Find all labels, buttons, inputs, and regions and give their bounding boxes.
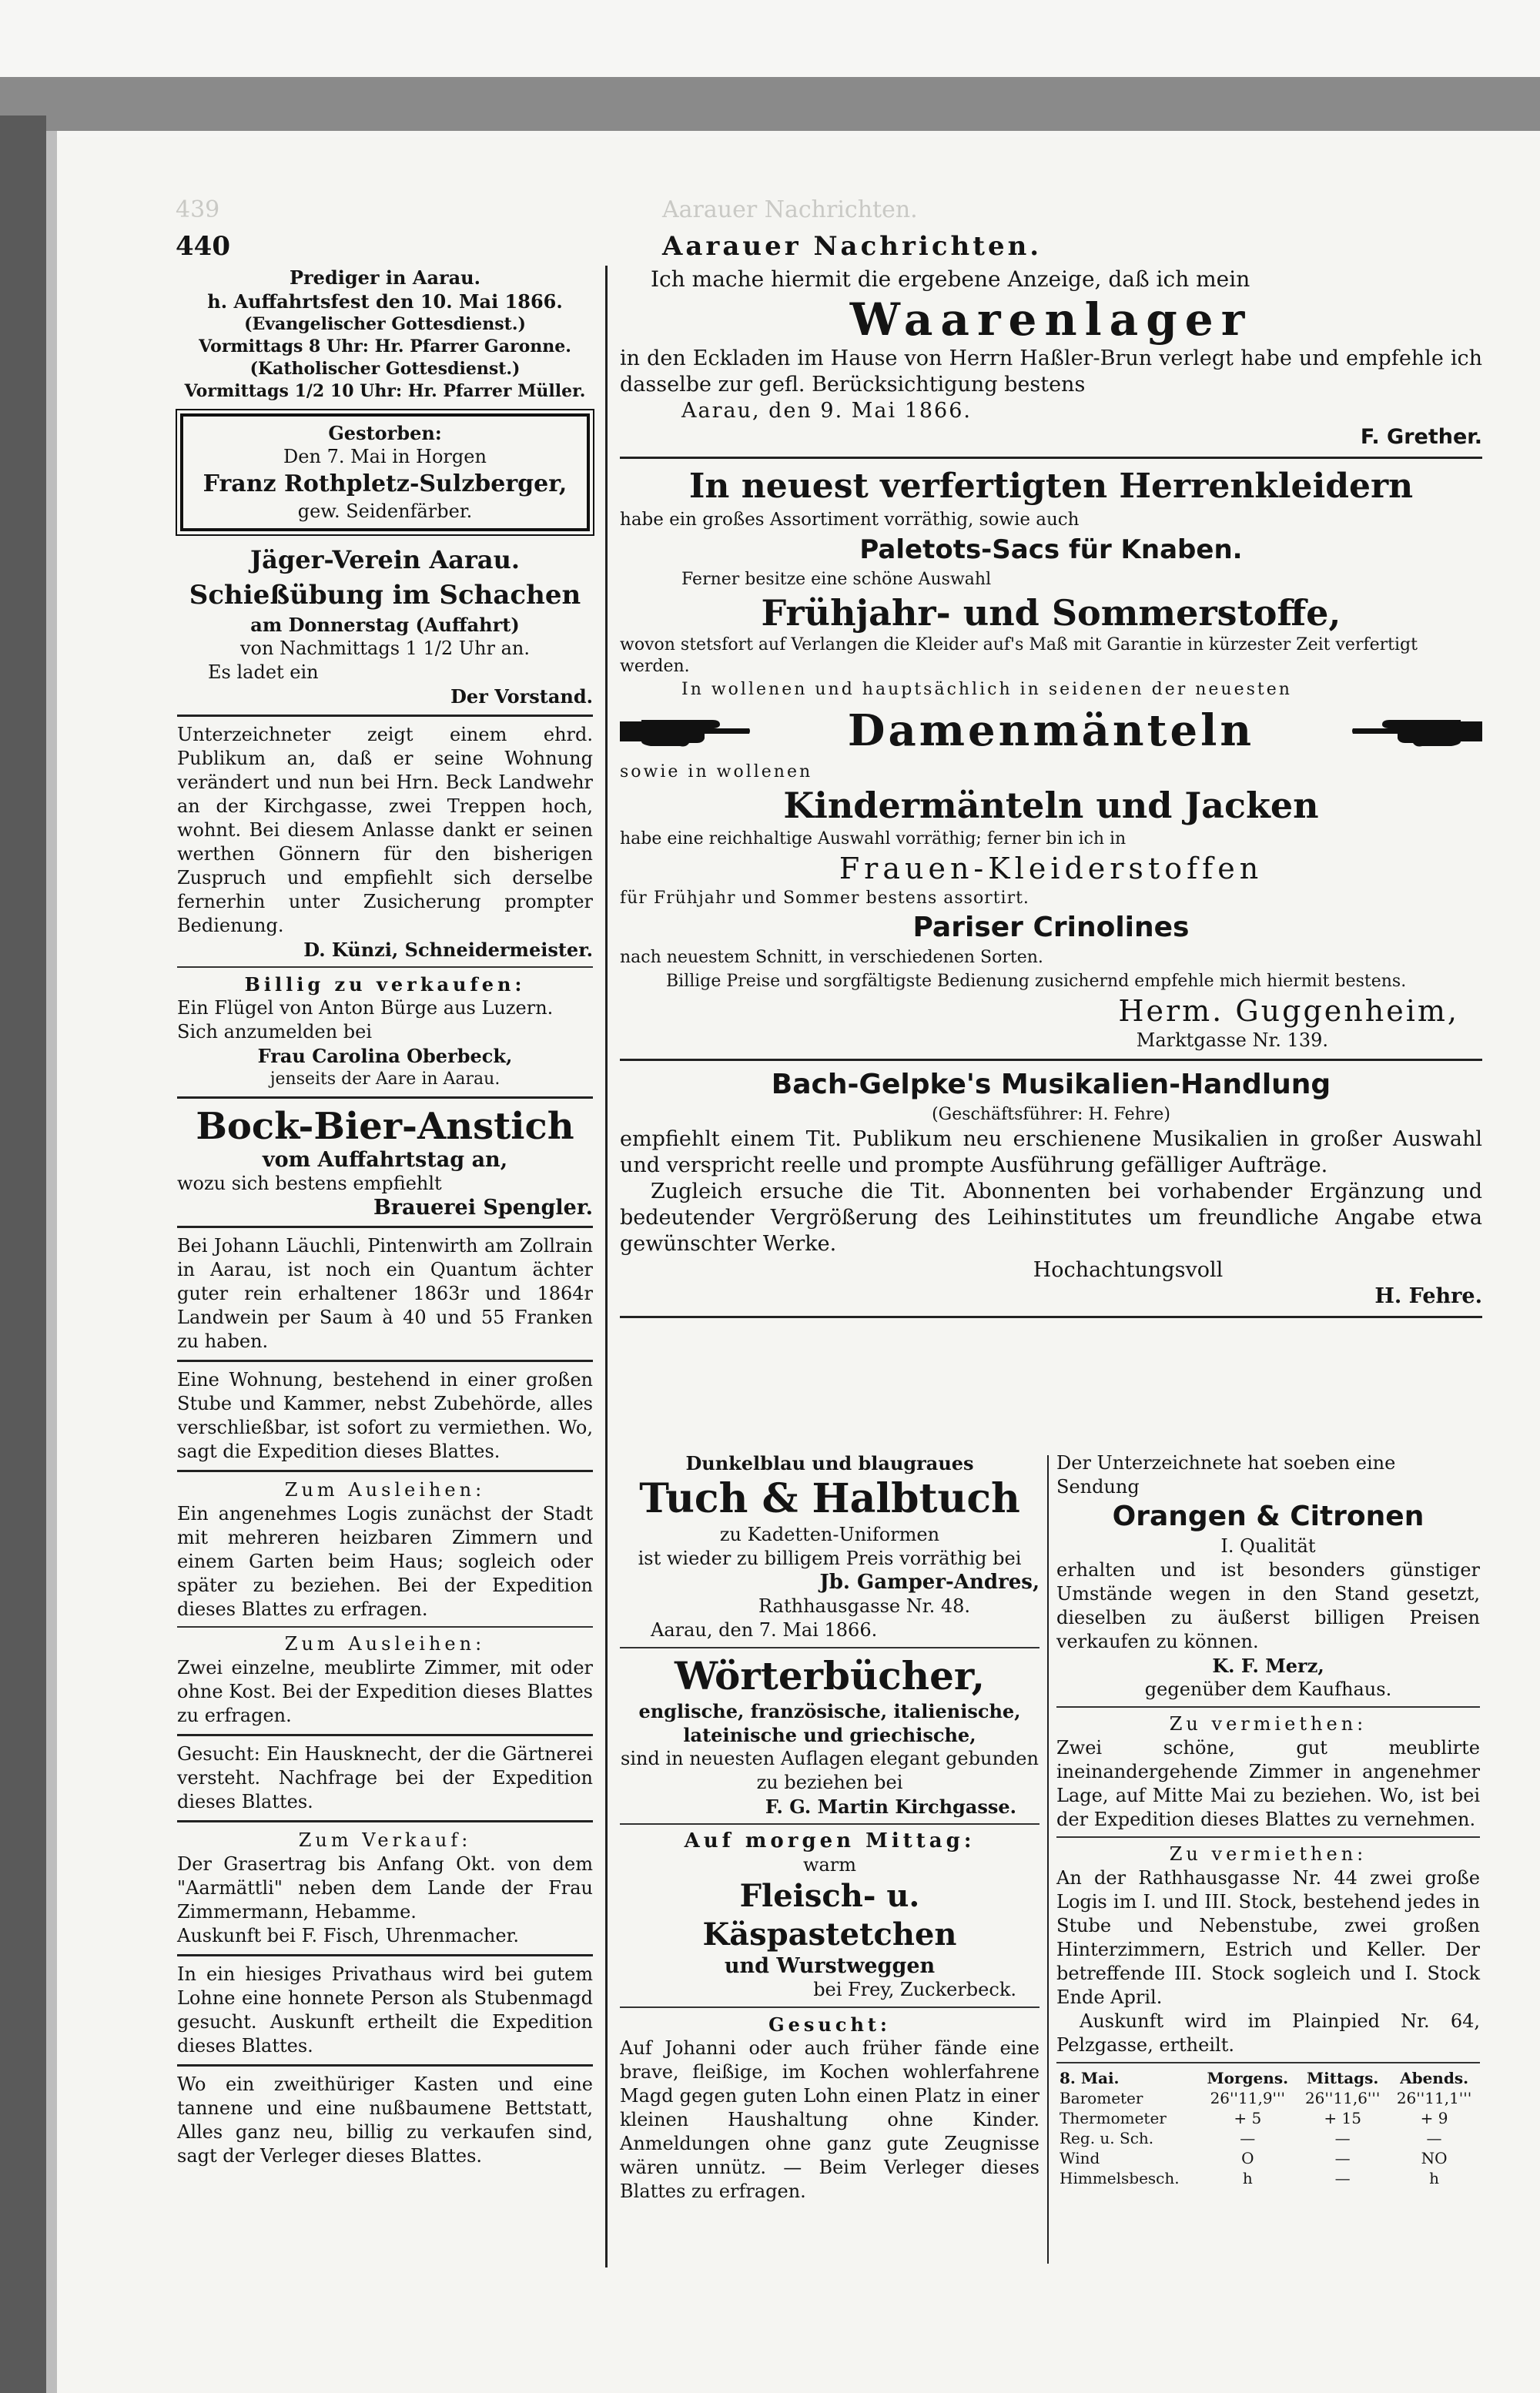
ad-title: Jäger-Verein Aarau. — [249, 545, 520, 574]
ad-line: wovon stetsfort auf Verlangen die Kleider auf's Maß mit Garantie in kürzester Zeit verfertigt werden. — [620, 635, 1418, 676]
page-fold-shadow — [46, 131, 57, 2393]
separator — [177, 1360, 593, 1362]
ad-headline: Fleisch- u. Käspastetchen — [702, 1878, 957, 1953]
ad-date: Aarau, den 7. Mai 1866. — [651, 1619, 878, 1641]
separator — [177, 1954, 593, 1956]
weather-header: Mittags. — [1306, 2069, 1379, 2087]
ad-text: An der Rathhausgasse Nr. 44 zwei große Logis im I. und III. Stock, bestehend jedes in Stube und Nebenstube, zwei großen Hinterzimmern, Estrich und Keller. Der betreffende III. Stock sogleich und I. Stock Ende April. — [1056, 1867, 1480, 2008]
ad-line: Ich mache hiermit die ergebene Anzeige, daß ich mein — [651, 266, 1250, 292]
weather-header: Morgens. — [1207, 2069, 1289, 2087]
jaeger-verein-ad — [177, 542, 593, 708]
weather-cell: — — [1240, 2129, 1256, 2147]
ad-signature: Jb. Gamper-Andres, — [819, 1571, 1040, 1594]
ad-line: Es ladet ein — [208, 661, 319, 683]
ad-line: am Donnerstag (Auffahrt) — [250, 614, 520, 636]
fluegel-ad — [177, 972, 593, 1090]
column-divider — [1047, 1455, 1049, 2264]
ad-signature: F. Grether. — [1360, 425, 1482, 449]
weather-cell: h — [1242, 2169, 1253, 2187]
weather-row — [1056, 2088, 1480, 2108]
logis-ad — [177, 1478, 593, 1622]
ad-title: Zu vermiethen: — [1169, 1713, 1368, 1735]
separator — [1056, 1836, 1480, 1838]
ad-line: vom Auffahrtstag an, — [262, 1148, 508, 1172]
ad-text: Ein Flügel von Anton Bürge aus Luzern. Sich anzumelden bei — [177, 997, 554, 1043]
weather-label: Himmelsbesch. — [1060, 2169, 1180, 2187]
ad-line: ist wieder zu billigem Preis vorräthig bei — [638, 1548, 1022, 1569]
wohnung-ad — [177, 1368, 593, 1464]
hausknecht-ad — [177, 1742, 593, 1814]
vermiethen-ad-1 — [1056, 1712, 1480, 1832]
ad-line: sind in neuesten Auflagen elegant gebunden zu beziehen bei — [621, 1748, 1039, 1793]
ad-title: Zum Ausleihen: — [284, 1633, 486, 1655]
separator — [620, 2006, 1040, 2008]
ad-signature: H. Fehre. — [1374, 1284, 1482, 1308]
weather-cell: + 5 — [1234, 2109, 1262, 2127]
stubenmagd-ad — [177, 1963, 593, 2058]
separator — [177, 1096, 593, 1099]
ad-signature: Brauerei Spengler. — [373, 1196, 593, 1220]
magd-ad — [620, 2013, 1040, 2204]
weather-cell: + 15 — [1324, 2109, 1361, 2127]
death-name: Franz Rothpletz-Sulzberger, — [203, 470, 567, 497]
weather-row — [1056, 2148, 1480, 2168]
bleed-through-text: Aarauer Nachrichten. — [662, 196, 918, 223]
weather-cell: — — [1334, 2129, 1351, 2147]
bach-gelpke-ad — [620, 1067, 1482, 1310]
ad-text: Gesucht: Ein Hausknecht, der die Gärtnerei versteht. Nachfrage bei der Expedition dieses Blattes. — [177, 1743, 593, 1812]
ad-text: in den Eckladen im Hause von Herrn Haßler-Brun verlegt habe und empfehle ich dasselbe zur gefl. Berücksichtigung bestens — [620, 346, 1482, 397]
ad-product: Pariser Crinolines — [912, 912, 1190, 943]
notice-line: h. Auffahrtsfest den 10. Mai 1866. — [207, 290, 563, 313]
ad-line: nach neuestem Schnitt, in verschiedenen Sorten. — [620, 948, 1043, 967]
zimmer-ad — [177, 1632, 593, 1728]
ad-text: Auf Johanni oder auch früher fände eine brave, fleißige, im Kochen wohlerfahrene Magd gegen guten Lohn einen Platz in einer kleinen Haushaltung ohne Kinder. Anmeldungen ohne ganz gute Zeugnisse wären unnütz. — Beim Verleger dieses Blattes zu erfragen. — [620, 2037, 1040, 2202]
laeuchli-ad — [177, 1234, 593, 1354]
ad-text: erhalten und ist besonders günstiger Umstände wegen in den Stand gesetzt, dieselben zu äußerst billigen Preisen verkaufen zu können. — [1056, 1559, 1480, 1652]
ad-headline: Schießübung im Schachen — [189, 580, 581, 611]
merz-ad — [1056, 1451, 1480, 1702]
weather-cell: + 9 — [1420, 2109, 1448, 2127]
weather-label: Thermometer — [1060, 2109, 1167, 2127]
ad-line: I. Qualität — [1220, 1535, 1316, 1557]
ad-signature: bei Frey, Zuckerbeck. — [813, 1979, 1016, 2000]
right-lower-column-b — [1056, 1451, 1480, 2188]
ad-title: Zum Ausleihen: — [284, 1479, 486, 1501]
ad-product: Kindermänteln und Jacken — [783, 785, 1319, 826]
weather-label: Wind — [1060, 2149, 1100, 2167]
ad-signature: Herm. Guggenheim, — [1118, 994, 1459, 1028]
ad-text: In ein hiesiges Privathaus wird bei gutem Lohne eine honnete Person als Stubenmagd gesucht. Auskunft ertheilt die Expedition dieses Blattes. — [177, 1963, 593, 2057]
weather-cell: — — [1426, 2129, 1442, 2147]
weather-table — [1056, 2068, 1480, 2188]
ad-headline: Bock-Bier-Anstich — [196, 1105, 574, 1148]
ad-product: Frauen-Kleiderstoffen — [839, 852, 1264, 885]
kuenzi-ad — [177, 723, 593, 962]
weather-header-row — [1056, 2068, 1480, 2088]
ad-line: englische, französische, italienische, lateinische und griechische, — [638, 1700, 1021, 1746]
ad-line: wozu sich bestens empfiehlt — [177, 1173, 442, 1194]
guggenheim-ad — [620, 465, 1482, 1053]
bleed-through-number: 439 — [176, 196, 220, 223]
pointing-hand-left-icon — [1351, 708, 1482, 754]
weather-cell: 26''11,1''' — [1396, 2089, 1472, 2107]
ad-text: Zwei einzelne, meublirte Zimmer, mit oder ohne Kost. Bei der Expedition dieses Blattes zu erfragen. — [177, 1657, 593, 1726]
weather-row — [1056, 2168, 1480, 2188]
ad-text: Unterzeichneter zeigt einem ehrd. Publikum an, daß er seine Wohnung verändert und nun bei Hrn. Beck Landwehr an der Kirchgasse, zwei Treppen hoch, wohnt. Bei diesem Anlasse dankt er seinen werthen Gönnern für den bisherigen Zuspruch und empfiehlt sich derselbe fernerhin unter Zusicherung prompter Bedienung. — [177, 724, 593, 936]
weather-header: 8. Mai. — [1060, 2069, 1120, 2087]
weather-cell: — — [1334, 2169, 1351, 2187]
notice-line: Vormittags 8 Uhr: Hr. Pfarrer Garonne. — [199, 336, 571, 356]
ad-headline: Orangen & Citronen — [1112, 1501, 1424, 1532]
weather-cell: h — [1429, 2169, 1439, 2187]
ad-line: warm — [802, 1854, 857, 1876]
weather-label: Barometer — [1060, 2089, 1143, 2107]
page-title: Aarauer Nachrichten. — [662, 231, 1043, 262]
ad-product: Frühjahr- und Sommerstoffe, — [761, 592, 1341, 634]
separator — [620, 1059, 1482, 1061]
preacher-notice — [177, 266, 593, 403]
separator — [177, 715, 593, 717]
scan-top-edge — [0, 77, 1540, 131]
woerterbuecher-ad — [620, 1653, 1040, 1819]
ad-text: Zugleich ersuche die Tit. Abonnenten bei vorhabender Ergänzung und bedeutender Vergrößerung des Leihinstitutes um freundliche Angabe etwa gewünschter Werke. — [620, 1180, 1482, 1256]
ad-product: Paletots-Sacs für Knaben. — [859, 534, 1243, 565]
ad-line: Ferner besitze eine schöne Auswahl — [681, 570, 992, 589]
page-number: 440 — [176, 231, 230, 262]
notice-title: Prediger in Aarau. — [289, 266, 480, 289]
separator — [620, 1316, 1482, 1318]
ad-line: sowie in wollenen — [620, 762, 813, 781]
ad-headline: In neuest verfertigten Herrenkleidern — [688, 467, 1414, 506]
grether-ad — [620, 266, 1482, 450]
weather-cell: 26''11,6''' — [1304, 2089, 1381, 2107]
ad-text: Ein angenehmes Logis zunächst der Stadt mit mehreren heizbaren Zimmern und einem Garten beim Haus; sogleich oder später zu beziehen. Bei der Expedition dieses Blattes zu erfragen. — [177, 1503, 593, 1620]
weather-label: Reg. u. Sch. — [1060, 2129, 1154, 2147]
separator — [177, 1226, 593, 1228]
ad-signature: Frau Carolina Oberbeck, — [257, 1045, 513, 1067]
separator — [177, 1734, 593, 1736]
damen-row — [620, 706, 1482, 755]
ad-date: Aarau, den 9. Mai 1866. — [681, 399, 972, 423]
bock-bier-ad — [177, 1105, 593, 1220]
ad-line: Billige Preise und sorgfältigste Bedienung zusichernd empfehle mich hiermit bestens. — [666, 972, 1407, 991]
separator — [1056, 2062, 1480, 2063]
separator — [1056, 1706, 1480, 1708]
pointing-hand-right-icon — [620, 708, 751, 754]
separator — [620, 1647, 1040, 1648]
ad-address: jenseits der Aare in Aarau. — [270, 1069, 500, 1089]
grasertrag-ad — [177, 1829, 593, 1948]
ad-title: Auf morgen Mittag: — [684, 1829, 976, 1852]
ad-product: Damenmänteln — [847, 705, 1255, 756]
separator — [620, 1823, 1040, 1825]
ad-line: Dunkelblau und blaugraues — [685, 1452, 974, 1474]
ad-line: zu Kadetten-Uniformen — [719, 1524, 940, 1545]
ad-address: Rathhausgasse Nr. 48. — [758, 1595, 970, 1617]
death-title: Gestorben: — [328, 422, 442, 444]
ad-title: Gesucht: — [768, 2013, 891, 2036]
weather-cell: 26''11,9''' — [1210, 2089, 1286, 2107]
frey-ad — [620, 1829, 1040, 2002]
weather-cell: — — [1334, 2149, 1351, 2167]
separator — [177, 1626, 593, 1628]
ad-text: Bei Johann Läuchli, Pintenwirth am Zollrain in Aarau, ist noch ein Quantum ächter guter rein erhaltener 1863r und 1864r Landwein per Saum à 40 und 55 Franken zu haben. — [177, 1235, 593, 1352]
death-date: Den 7. Mai in Horgen — [283, 446, 487, 467]
notice-line: (Evangelischer Gottesdienst.) — [244, 314, 526, 334]
left-column — [177, 266, 593, 2168]
tuch-ad — [620, 1451, 1040, 1642]
ad-address: Marktgasse Nr. 139. — [1136, 1029, 1328, 1051]
ad-signature: Auskunft bei F. Fisch, Uhrenmacher. — [177, 1925, 520, 1946]
ad-signature: D. Künzi, Schneidermeister. — [303, 939, 593, 961]
scan-left-edge — [0, 115, 46, 2393]
ad-line: und Wurstweggen — [724, 1954, 936, 1978]
ad-title: Zum Verkauf: — [298, 1829, 472, 1851]
ad-text: Auskunft wird im Plainpied Nr. 64, Pelzgasse, ertheilt. — [1056, 2010, 1480, 2056]
ad-signature: F. G. Martin Kirchgasse. — [765, 1796, 1016, 1818]
weather-header: Abends. — [1400, 2069, 1469, 2087]
separator — [620, 457, 1482, 459]
ad-line: In wollenen und hauptsächlich in seidenen der neuesten — [681, 680, 1292, 699]
separator — [177, 1820, 593, 1822]
ad-address: gegenüber dem Kaufhaus. — [1144, 1678, 1392, 1700]
ad-headline: Bach-Gelpke's Musikalien-Handlung — [771, 1069, 1331, 1100]
ad-title: Zu vermiethen: — [1169, 1843, 1368, 1865]
ad-text: Wo ein zweithüriger Kasten und eine tannene und eine nußbaumene Bettstatt, Alles ganz neu, billig zu verkaufen sind, sagt der Verleger dieses Blattes. — [177, 2073, 593, 2167]
notice-line: (Katholischer Gottesdienst.) — [249, 359, 521, 379]
ad-headline: Tuch & Halbtuch — [639, 1475, 1020, 1522]
ad-line: für Frühjahr und Sommer bestens assortirt. — [620, 889, 1029, 908]
separator — [177, 1470, 593, 1472]
right-lower-column-a — [620, 1451, 1040, 2204]
death-occupation: gew. Seidenfärber. — [297, 500, 473, 522]
ad-text: Der Grasertrag bis Anfang Okt. von dem "Aarmättli" neben dem Lande der Frau Zimmermann, Hebamme. — [177, 1853, 593, 1923]
ad-subtitle: (Geschäftsführer: H. Fehre) — [932, 1105, 1170, 1124]
ad-line: habe eine reichhaltige Auswahl vorräthig; ferner bin ich in — [620, 829, 1127, 848]
ad-text: empfiehlt einem Tit. Publikum neu erschienene Musikalien in großer Auswahl und verspricht reelle und prompte Ausführung gefälliger Aufträge. — [620, 1127, 1482, 1177]
separator — [177, 966, 593, 968]
ad-signature: Der Vorstand. — [450, 685, 593, 708]
ad-title: Billig zu verkaufen: — [244, 973, 526, 996]
right-column — [620, 266, 1482, 1324]
ad-text: Eine Wohnung, bestehend in einer großen Stube und Kammer, nebst Zubehörde, alles verschließbar, ist sofort zu vermiethen. Wo, sagt die Expedition dieses Blattes. — [177, 1369, 593, 1462]
separator — [177, 2064, 593, 2067]
ad-signature: K. F. Merz, — [1212, 1655, 1324, 1677]
weather-row — [1056, 2108, 1480, 2128]
weather-row — [1056, 2128, 1480, 2148]
notice-line: Vormittags 1/2 10 Uhr: Hr. Pfarrer Müller. — [184, 381, 586, 401]
ad-closing: Hochachtungsvoll — [1033, 1258, 1224, 1282]
ad-headline: Wörterbücher, — [674, 1653, 986, 1699]
ad-line: Der Unterzeichnete hat soeben eine Sendung — [1056, 1452, 1396, 1498]
ad-headline: Waarenlager — [849, 293, 1253, 346]
column-divider — [605, 266, 608, 2267]
ad-text: Zwei schöne, gut meublirte ineinandergehende Zimmer in angenehmer Lage, auf Mitte Mai zu beziehen. Wo, ist bei der Expedition dieses Blattes zu vernehmen. — [1056, 1737, 1480, 1830]
ad-line: von Nachmittags 1 1/2 Uhr an. — [240, 638, 530, 659]
vermiethen-ad-2 — [1056, 1842, 1480, 2057]
weather-cell: NO — [1421, 2149, 1448, 2167]
kasten-ad — [177, 2073, 593, 2168]
ad-line: habe ein großes Assortiment vorräthig, sowie auch — [620, 510, 1080, 530]
weather-cell: O — [1241, 2149, 1254, 2167]
death-notice-box — [180, 413, 590, 531]
